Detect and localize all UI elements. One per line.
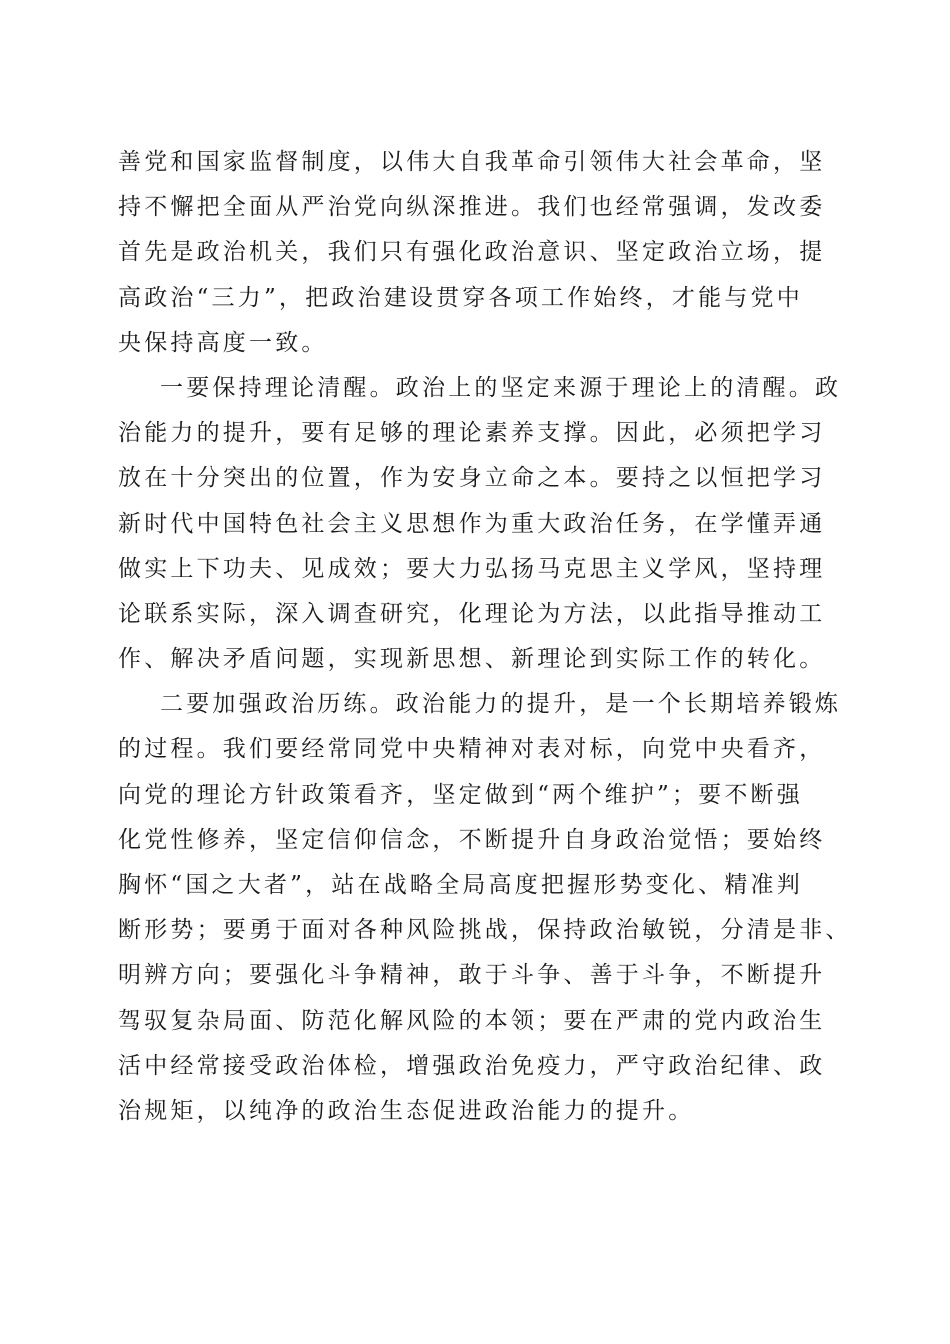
paragraph-start-line: 一要保持理论清醒。政治上的坚定来源于理论上的清醒。政 bbox=[160, 374, 842, 401]
text-line: 断形势；要勇于面对各种风险挑战，保持政治敏锐，分清是非、 bbox=[118, 917, 852, 944]
text-line: 胸怀“国之大者”，站在战略全局高度把握形势变化、精准判 bbox=[118, 872, 803, 898]
text-line: 央保持高度一致。 bbox=[118, 329, 328, 356]
text-line: 论联系实际，深入调查研究，化理论为方法，以此指导推动工 bbox=[118, 600, 826, 627]
text-line: 新时代中国特色社会主义思想作为重大政治任务，在学懂弄通 bbox=[118, 510, 826, 537]
document-body bbox=[118, 140, 852, 1134]
text-line: 活中经常接受政治体检，增强政治免疫力，严守政治纪律、政 bbox=[118, 1052, 826, 1079]
text-line: 治规矩，以纯净的政治生态促进政治能力的提升。 bbox=[118, 1097, 695, 1124]
text-line: 首先是政治机关，我们只有强化政治意识、坚定政治立场，提 bbox=[118, 239, 826, 266]
text-line: 向党的理论方针政策看齐，坚定做到“两个维护”；要不断强 bbox=[118, 781, 803, 808]
text-line: 善党和国家监督制度，以伟大自我革命引领伟大社会革命，坚 bbox=[118, 149, 826, 175]
text-line: 高政治“三力”，把政治建设贯穿各项工作始终，才能与党中 bbox=[118, 284, 803, 311]
text-line: 治能力的提升，要有足够的理论素养支撑。因此，必须把学习 bbox=[118, 420, 826, 447]
text-line: 化党性修养，坚定信仰信念，不断提升自身政治觉悟；要始终 bbox=[118, 826, 826, 853]
text-line: 驾驭复杂局面、防范化解风险的本领；要在严肃的党内政治生 bbox=[118, 1007, 826, 1034]
text-line: 的过程。我们要经常同党中央精神对表对标，向党中央看齐， bbox=[118, 736, 826, 763]
text-line: 明辨方向；要强化斗争精神，敢于斗争、善于斗争，不断提升 bbox=[118, 962, 826, 989]
text-line: 持不懈把全面从严治党向纵深推进。我们也经常强调，发改委 bbox=[118, 194, 826, 221]
text-line: 放在十分突出的位置，作为安身立命之本。要持之以恒把学习 bbox=[118, 465, 826, 492]
paragraph-start-line: 二要加强政治历练。政治能力的提升，是一个长期培养锻炼 bbox=[160, 691, 842, 718]
text-line: 做实上下功夫、见成效；要大力弘扬马克思主义学风，坚持理 bbox=[118, 555, 826, 582]
text-line: 作、解决矛盾问题，实现新思想、新理论到实际工作的转化。 bbox=[118, 646, 826, 673]
